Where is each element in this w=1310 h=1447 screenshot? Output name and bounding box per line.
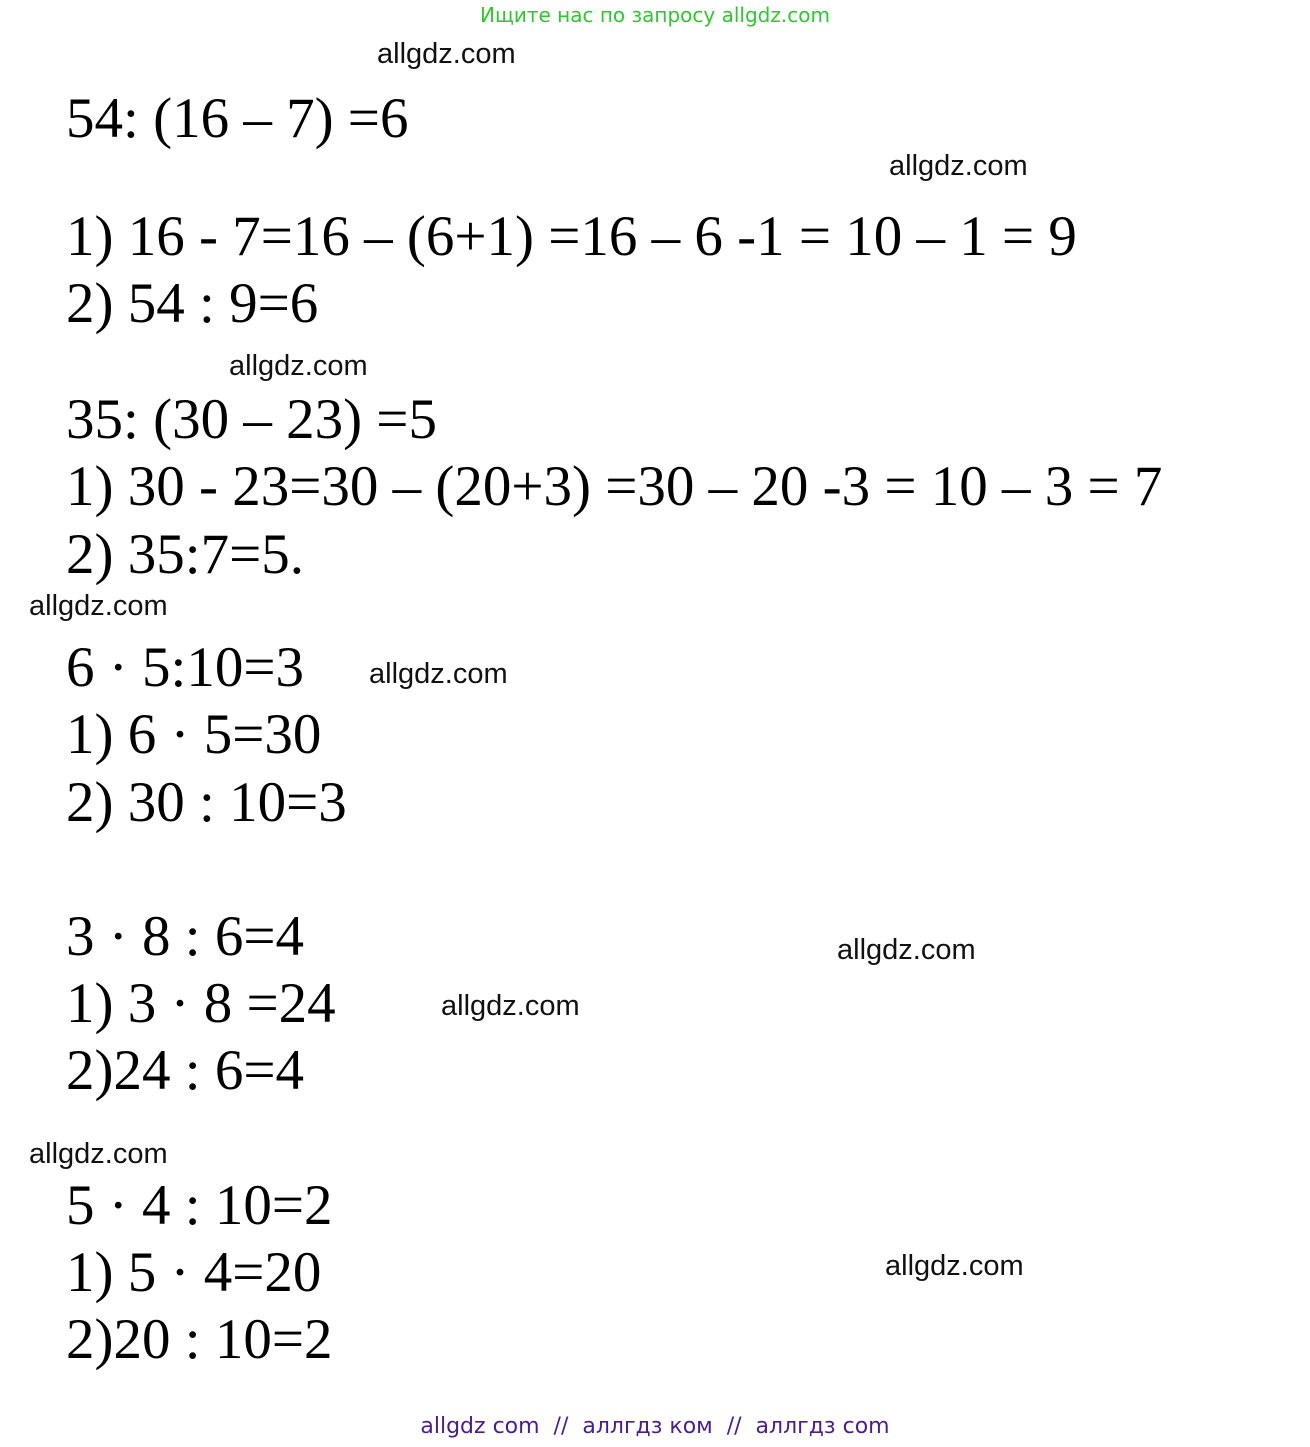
problem-2-expression: 35: (30 – 23) =5 xyxy=(66,388,437,451)
watermark: allgdz.com xyxy=(441,990,580,1022)
problem-2-step-2: 2) 35:7=5. xyxy=(66,523,304,586)
problem-3-step-2: 2) 30 : 10=3 xyxy=(66,771,347,834)
problem-5-step-1: 1) 5 · 4=20 xyxy=(66,1241,322,1304)
problem-2-step-1: 1) 30 - 23=30 – (20+3) =30 – 20 -3 = 10 – 3 = 7 xyxy=(66,455,1163,518)
watermark: allgdz.com xyxy=(837,934,976,966)
problem-3-step-1: 1) 6 · 5=30 xyxy=(66,703,322,766)
top-banner: Ищите нас по запросу allgdz.com xyxy=(480,3,830,27)
problem-1-step-1: 1) 16 - 7=16 – (6+1) =16 – 6 -1 = 10 – 1 = 9 xyxy=(66,205,1077,268)
problem-1-expression: 54: (16 – 7) =6 xyxy=(66,87,409,150)
watermark: allgdz.com xyxy=(229,350,368,382)
problem-3-expression: 6 · 5:10=3 xyxy=(66,636,304,699)
watermark: allgdz.com xyxy=(885,1250,1024,1282)
problem-5-step-2: 2)20 : 10=2 xyxy=(66,1308,333,1371)
watermark: allgdz.com xyxy=(889,150,1028,182)
problem-5-expression: 5 · 4 : 10=2 xyxy=(66,1174,333,1237)
problem-4-step-2: 2)24 : 6=4 xyxy=(66,1039,304,1102)
footer-links[interactable]: allgdz com // аллгдз ком // аллгдз com xyxy=(420,1414,890,1439)
problem-4-expression: 3 · 8 : 6=4 xyxy=(66,905,304,968)
watermark: allgdz.com xyxy=(29,590,168,622)
watermark: allgdz.com xyxy=(377,38,516,70)
problem-4-step-1: 1) 3 · 8 =24 xyxy=(66,972,336,1035)
watermark: allgdz.com xyxy=(29,1138,168,1170)
problem-1-step-2: 2) 54 : 9=6 xyxy=(66,272,319,335)
watermark: allgdz.com xyxy=(369,658,508,690)
